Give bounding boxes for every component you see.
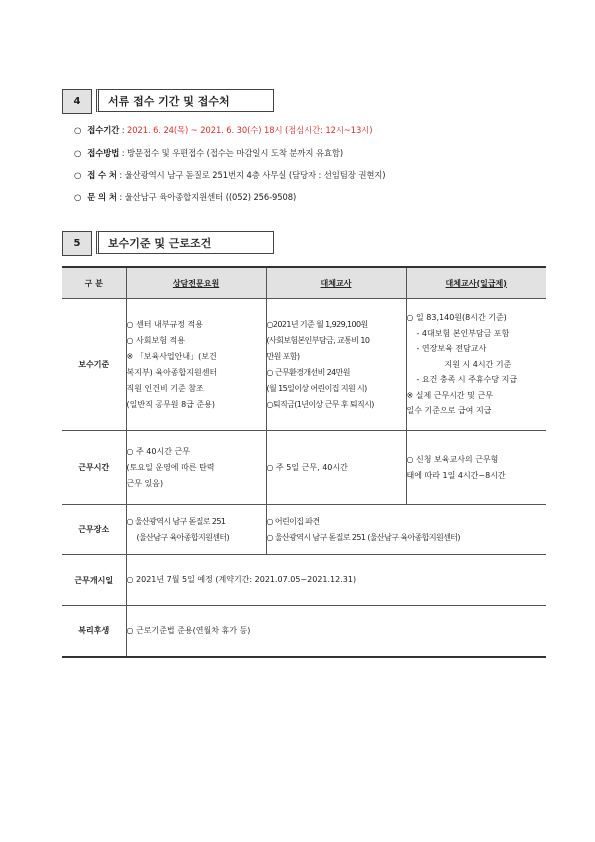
header-counselor: 상담전문요원 — [126, 267, 266, 299]
place-counselor-cell: ○ 울산광역시 남구 돋질로 251 (울산남구 육아종합지원센터) — [126, 505, 266, 555]
conditions-table — [62, 266, 546, 658]
row-label-pay: 보수기준 — [62, 299, 126, 431]
row-label-start: 근무개시일 — [62, 555, 126, 606]
pay-daily-cell: ○ 일 83,140원(8시간 기준) - 4대보험 본인부담금 포함 - 연장보육 전담교사 지원 시 4시간 기준 - 요건 충족 시 주휴수당 지급 ※ 실제 근무시간 및 근무 일수 기준으로 급여 지급 — [406, 299, 546, 431]
section-4-number: 4 — [62, 89, 92, 114]
bullet-reception-method: ○ 접수방법 : 방문접수 및 우편접수 (접수는 마감일시 도착 분까지 유효함) — [74, 148, 344, 158]
row-label-welfare: 복리후생 — [62, 606, 126, 657]
hours-counselor-cell: ○ 주 40시간 근무 (토요일 운영에 따른 탄력 근무 있음) — [126, 431, 266, 505]
place-substitute-cell: ○ 어린이집 파견 ○ 울산광역시 남구 돋질로 251 (울산남구 육아종합지원센터) — [266, 505, 546, 555]
header-category: 구 분 — [62, 267, 126, 299]
section-4-header — [62, 89, 274, 114]
row-label-hours: 근무시간 — [62, 431, 126, 505]
hours-substitute-cell: ○ 주 5일 근무, 40시간 — [266, 431, 406, 505]
header-substitute-daily: 대체교사(일급제) — [406, 267, 546, 299]
bullet-reception-period: ○ 접수기간 : 2021. 6. 24(목) ~ 2021. 6. 30(수) 18시 (점심시간: 12시~13시) — [74, 125, 373, 135]
header-substitute: 대체교사 — [266, 267, 406, 299]
section-5-number: 5 — [62, 231, 92, 256]
pay-substitute-cell: ○2021년 기준 월 1,929,100원 (사회보험본인부담금, 교통비 10 만원 포함) ○ 근무환경개선비 24만원 (월 15일이상 어린이집 지원 시) ○퇴직금(1년이상 근무 후 퇴직시) — [266, 299, 406, 431]
row-label-place: 근무장소 — [62, 505, 126, 555]
hours-daily-cell: ○ 신청 보육교사의 근무형 태에 따라 1일 4시간~8시간 — [406, 431, 546, 505]
bullet-reception-place: ○ 접 수 처 : 울산광역시 남구 돋질로 251번지 4층 사무실 (담당자 : 선임팀장 권현지) — [74, 170, 386, 180]
section-4-title: 서류 접수 기간 및 접수처 — [96, 89, 274, 112]
welfare-cell: ○ 근로기준법 준용(연월차 휴가 등) — [126, 606, 546, 657]
section-5-title: 보수기준 및 근로조건 — [96, 231, 274, 254]
section-5-header — [62, 231, 274, 256]
bullet-inquiry: ○ 문 의 처 : 울산남구 육아종합지원센터 ((052) 256-9508) — [74, 192, 297, 202]
start-date-cell: ○ 2021년 7월 5일 예정 (계약기간: 2021.07.05~2021.12.31) — [126, 555, 546, 606]
pay-counselor-cell: ○ 센터 내부규정 적용 ○ 사회보험 적용 ※ 「보육사업안내」(보건 복지부) 육아종합지원센터 직원 인건비 기준 참조 (일반직 공무원 8급 준용) — [126, 299, 266, 431]
